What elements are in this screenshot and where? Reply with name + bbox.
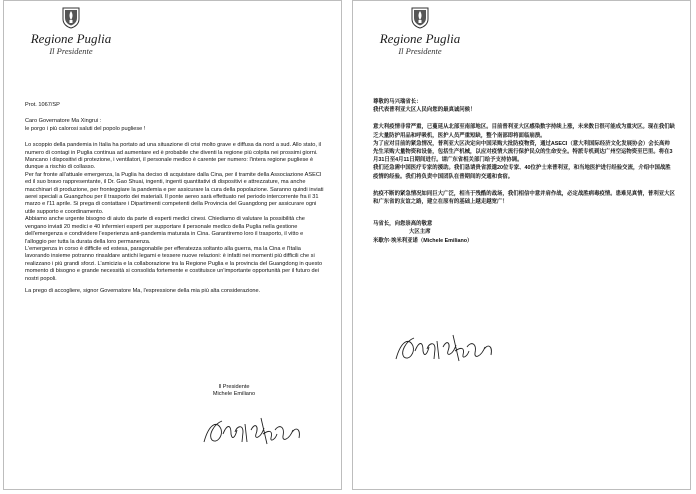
protocol-number: Prot. 1067/SP [25,102,60,108]
signature-icon [201,412,306,452]
letter-salutation: Caro Governatore Ma Xingrui : [25,118,102,125]
letter-paragraph: 为了应对目前的紧急情况，普利亚大区决定向中国采购大批防疫物资，通过ASECI（意大利国际经济文化发展协会）会长高帅先生采购大量物资和设备，包括生产机械，以应对疫情大流行保护民众的生命安全。特派专机到达广州空运物资至巴里。将在3月31日至4月11日期间进行。请广东省相关部门给予支持协调。 [373,140,673,164]
closing-line: 马省长，向您崇高的敬意 [373,221,433,228]
closing-name: 米歇尔·埃米利亚诺（Michele Emiliano） [373,237,473,244]
letter-paragraph: Per far fronte all'attuale emergenza, la Puglia ha deciso di acquistare dalla Cina, per il tramite della Associazione ASECI ed il suo bravo rappresentante, il Dr. Gao Shuai, ingenti, ingenti quantitativi di dispositivi e attrezzature, ma anche macchinari di produzione, per fronteggiare la pandemia e per assicurare la cura della popolazione. Saranno quindi inviati aerei speciali a Guangzhou per il trasporto dei materiali. Il ponte aereo sarà effettuato nel periodo intercorrente fra il 31 marzo e l'11 aprile. Si prega di contattare i Dipartimenti competenti della Provincia del Guangdong per assicurare ogni utile supporto e coordinamento. [25,171,324,215]
letter-paragraph: 抗疫不断的紧急情况如同巨大广泛，相当于残酷的战场，我们相信中意并肩作战，必定战胜病毒疫情。患难见真情，普利亚大区和广东省的友谊之路，建立在原有的基础上越走越宽广！ [373,190,675,206]
letter-page-italian [3,0,342,490]
regione-puglia-crest-icon [411,7,429,29]
letterhead-org: Regione Puglia [379,31,461,46]
letter-body-chinese [373,98,675,245]
letter-paragraph: 意大利疫情非常严重，已蔓延从北部至南部地区。目前普利亚大区感染数字持续上涨，未来数日很可能成为重灾区。现在我们缺乏大量防护用品和呼吸机，医护人员严重短缺，整个南部即将面临崩溃。 [373,124,675,139]
closing-name: Michele Emiliano [212,391,256,398]
closing-title: Il Presidente [218,384,250,390]
signature-icon [393,329,498,369]
letter-paragraph: 我们还急需中国医疗专家的援助。我们恳请贵省派遣20位专家、40位护士来普利亚，和当地医护进行经验交流，介绍中国战胜疫情的经验。我们将负责中国团队在普期间的交通和食宿。 [373,165,671,180]
letter-greeting: 我代表普利亚大区人民向您的最真诚问候！ [373,107,476,114]
letterhead-role: Il Presidente [49,46,93,56]
regione-puglia-crest-icon [62,7,80,29]
letterhead [365,7,475,91]
letter-closing [184,384,284,399]
letter-paragraph: Lo scoppio della pandemia in Italia ha portato ad una situazione di crisi molto grave e diffusa da nord a sud. Allo stato, il numero di contagi in Puglia continua ad aumentare ed è probabile che diventi la regione più colpita nei prossimi giorni. Mancano i dispositivi di protezione, i ventilatori, il personale medico è carente per numero: l'intera regione pugliese è dunque a rischio di collasso. [25,142,321,171]
closing-title: 大区主席 [409,229,431,236]
letter-greeting: le porgo i più calorosi saluti del popolo pugliese ! [25,125,146,132]
letter-paragraph: La prego di accogliere, signor Governatore Ma, l'espressione della mia più alta considerazione. [25,287,261,294]
letterhead-role: Il Presidente [398,46,442,56]
letterhead-org: Regione Puglia [30,31,112,46]
letter-body [25,102,325,295]
letter-paragraph: L'emergenza in corso è difficile ed estesa, paragonabile per efferatezza soltanto alla guerra, ma la Cina e l'Italia lavorando insieme potranno rinsaldare antichi legami e tessere nuove relazioni: è infatti nei momenti più difficili che si realizzano i più grandi sforzi. L'amicizia e la collaborazione tra la Regione Puglia e la provincia del Guangdong in questo momento di bisogno e grande necessità si consolida fortemente e costituisce un'importante opportunità per il futuro dei nostri popoli. [25,245,323,282]
letter-salutation: 尊敬的马兴瑞省长： [373,99,422,105]
letterhead [16,7,126,91]
letter-paragraph: Abbiamo anche urgente bisogno di aiuto da parte di esperti medici cinesi. Chiediamo di valutare la possibilità che vengano inviati 20 medici e 40 infermieri esperti per supportare il personale medico della Puglia nella gestione dell'emergenza e condividere l'esperienza anti-pandemia maturata in Cina. Garantiremo loro il trasporto, il vitto e l'alloggio per tutta la durata della loro permanenza. [25,216,305,245]
letter-page-chinese [352,0,691,490]
